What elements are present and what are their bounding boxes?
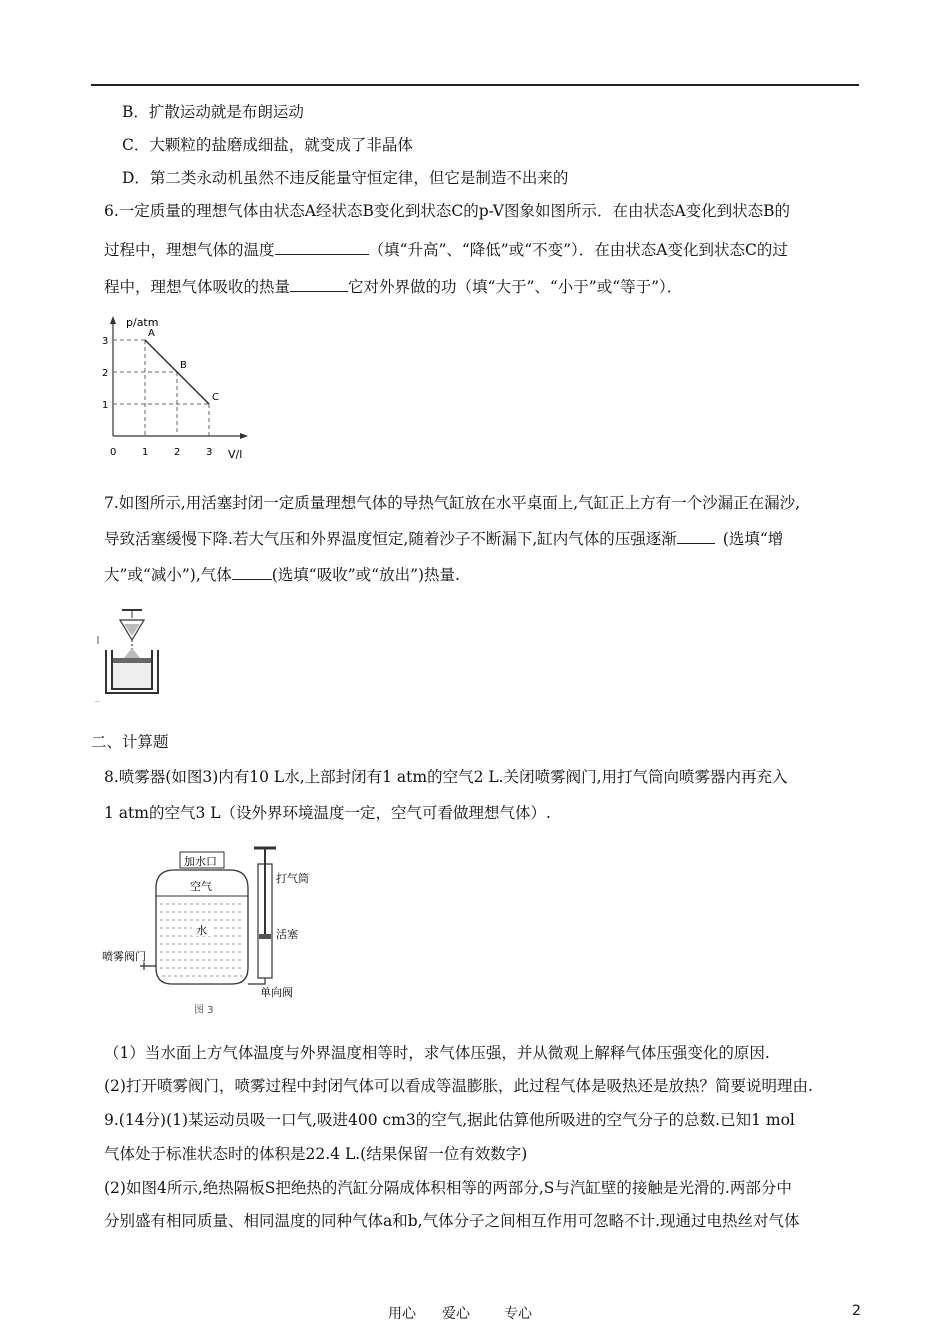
q8-line1: 8.喷雾器(如图3)内有10 L水,上部封闭有1 atm的空气2 L.关闭喷雾阀门,用打气筒向喷雾器内再充入: [104, 768, 788, 786]
q7-line3-text-a: 大”或“减小”),气体: [104, 566, 232, 584]
section-title: 二、计算题: [91, 733, 169, 751]
q6-line1: 6.一定质量的理想气体由状态A经状态B变化到状态C的p-V图象如图所示．在由状态A变化到状态B的: [104, 202, 791, 220]
q8-sub2: (2)打开喷雾阀门，喷雾过程中封闭气体可以看成等温膨胀，此过程气体是吸热还是放热？简要说明理由.: [104, 1077, 813, 1095]
answer-blank[interactable]: [232, 565, 272, 580]
y-tick-label: 1: [102, 400, 109, 411]
q6-line3-text-b: 它对外界做的功（填“大于”、“小于”或“等于”）．: [348, 278, 683, 296]
spray-valve-label: 喷雾阀门: [102, 950, 146, 963]
option-d: D．第二类永动机虽然不违反能量守恒定律，但它是制造不出来的: [122, 169, 569, 187]
y-axis-label: p/atm: [126, 316, 159, 329]
answer-blank[interactable]: [275, 240, 369, 255]
q7-line2: [104, 529, 783, 549]
pump-label: 打气筒: [276, 872, 309, 885]
q6-line3: [104, 277, 682, 297]
q6-line2-text-a: 过程中，理想气体的温度: [104, 241, 275, 259]
option-c: C．大颗粒的盐磨成细盐，就变成了非晶体: [122, 136, 413, 154]
piston-icon: [112, 658, 152, 663]
point-label: A: [148, 328, 155, 339]
q7-line1: 7.如图所示,用活塞封闭一定质量理想气体的导热气缸放在水平桌面上,气缸正上方有一个沙漏正在漏沙,: [104, 494, 801, 512]
q7-line2-text-a: 导致活塞缓慢下降.若大气压和外界温度恒定,随着沙子不断漏下,缸内气体的压强逐渐: [104, 530, 677, 548]
connector-pipe: [248, 978, 265, 984]
hourglass-cylinder-figure: [92, 604, 172, 708]
gas-region: [112, 663, 152, 689]
footer-motto-3: 专心: [504, 1306, 532, 1322]
air-label: 空气: [190, 880, 212, 893]
q7-line3: [104, 565, 460, 585]
inlet-label: 加水口: [184, 855, 217, 868]
pump-piston: [259, 934, 271, 939]
point-label: B: [180, 360, 187, 371]
footer-motto-2: 爱心: [442, 1306, 470, 1322]
x-axis-label: V/l: [228, 448, 243, 461]
q9-line1: 9.(14分)(1)某运动员吸一口气,吸进400 cm3的空气,据此估算他所吸进的空气分子的总数.已知1 mol: [104, 1111, 795, 1129]
point-label: C: [212, 392, 219, 403]
svg-text:~: ~: [94, 697, 101, 706]
q8-sub1: （1）当水面上方气体温度与外界温度相等时，求气体压强，并从微观上解释气体压强变化的原因.: [104, 1044, 770, 1062]
q7-line2-text-b: (选填“增: [722, 530, 784, 548]
x-tick-label: 1: [142, 447, 149, 458]
check-valve-label: 单向阀: [260, 986, 293, 999]
option-b: B．扩散运动就是布朗运动: [122, 103, 304, 121]
q6-line2: [104, 240, 788, 260]
x-tick-label: 3: [206, 447, 213, 458]
q9-line4: 分别盛有相同质量、相同温度的同种气体a和b,气体分子之间相互作用可忽略不计.现通过电热丝对气体: [104, 1212, 800, 1230]
q9-line2: 气体处于标准状态时的体积是22.4 L.(结果保留一位有效数字): [104, 1145, 528, 1163]
page-number: 2: [852, 1303, 861, 1319]
piston-label: 活塞: [276, 928, 298, 941]
q6-line3-text-a: 程中，理想气体吸收的热量: [104, 278, 291, 296]
x-tick-label: 2: [174, 447, 181, 458]
q9-line3: (2)如图4所示,绝热隔板S把绝热的汽缸分隔成体积相等的两部分,S与汽缸壁的接触是光滑的.两部分中: [104, 1179, 792, 1197]
q7-line3-text-b: (选填“吸收”或“放出”)热量.: [271, 566, 460, 584]
header-rule: [91, 84, 859, 86]
q8-line2: 1 atm的空气3 L（设外界环境温度一定，空气可看做理想气体）.: [104, 804, 551, 822]
pv-graph: [100, 312, 260, 467]
q6-line2-text-b: （填“升高”、“降低”或“不变”）．在由状态A变化到状态C的过: [368, 241, 788, 259]
origin-label: 0: [110, 447, 117, 458]
water-label: 水: [196, 924, 207, 937]
y-axis-arrow: [110, 316, 116, 324]
footer-motto-1: 用心: [388, 1306, 416, 1322]
y-tick-label: 2: [102, 368, 109, 379]
answer-blank[interactable]: [677, 529, 715, 544]
answer-blank[interactable]: [290, 277, 348, 292]
x-axis-arrow: [240, 433, 248, 439]
sprayer-figure: [100, 838, 330, 1018]
figure-caption: 图 3: [194, 1005, 214, 1016]
y-tick-label: 3: [102, 336, 109, 347]
